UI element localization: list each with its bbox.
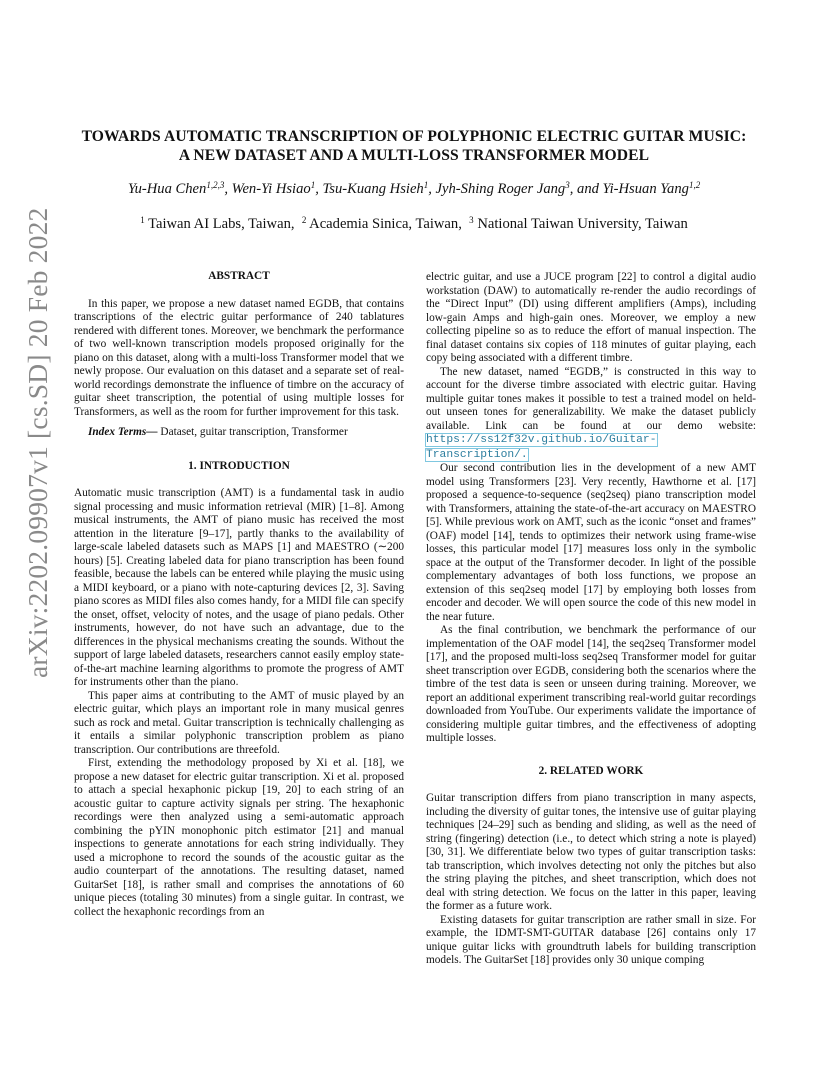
- body-paragraph: electric guitar, and use a JUCE program [22] to control a digital audio workstation (DAW) to automatically re-render the audio recordings of the “Direct Input” (DI) using different amplifiers (Amps), including low-gain Amps and high-gain ones. Moreover, we employ a new collecting pipeline so as to reduce the effort of manual inspection. The final dataset contains six copies of 118 minutes of guitar playing, each copy being associated with a different timbre.: [426, 271, 756, 364]
- paper-title: [60, 127, 768, 165]
- author: Yu-Hua Chen$^{1,2,3}$: [127, 180, 225, 197]
- intro-heading: 1. INTRODUCTION: [188, 459, 290, 472]
- body-paragraph: The new dataset, named “EGDB,” is constructed in this way to account for the diverse timbre associated with electric guitar. Having multiple guitar tones makes it possible to test a trained model on held-out unseen tones for generalizability. We make the dataset publicly available. Link can be found at our demo website: https://ss12f32v.github.io/Guitar-Transcription/.: [426, 365, 756, 461]
- title-line-1: TOWARDS AUTOMATIC TRANSCRIPTION OF POLYPHONIC ELECTRIC GUITAR MUSIC:: [81, 128, 747, 145]
- demo-website-link[interactable]: https://ss12f32v.github.io/Guitar-Transcription/.: [426, 434, 657, 461]
- intro-paragraph: This paper aims at contributing to the AMT of music played by an electric guitar, which plays an important role in many musical genres such as rock and metal. Guitar transcription is technically challenging as it entails a similar polyphonic transcription problem as piano transcription. Our contributions are threefold.: [74, 689, 404, 756]
- author: Jyh-Shing Roger Jang$^3$: [435, 180, 570, 197]
- author-list: Yu-Hua Chen$^{1,2,3}$, Wen-Yi Hsiao$^1$, Tsu-Kuang Hsieh$^1$, Jyh-Shing Roger Jang$^3$, and Yi-Hsuan Yang$^{1,2}$: [127, 180, 701, 197]
- abstract-heading: ABSTRACT: [208, 270, 270, 282]
- affiliation: $^2$ Academia Sinica, Taiwan,: [301, 215, 462, 232]
- body-paragraph: Our second contribution lies in the development of a new AMT model using Transformers [23]. Very recently, Hawthorne et al. [17] proposed a sequence-to-sequence (seq2seq) piano transcription model with Transformers, attaining the state-of-the-art accuracy on MAESTRO [5]. While previous work on AMT, such as the iconic “onset and frames” (OAF) model [14], tends to optimizes their network using frame-wise losses, this particular model [17] measures loss only in the symbolic space at the output of the Transformer decoder. In light of the possible complementary advantages of both loss functions, we propose an extension of this seq2seq model [17] by employing both losses from encoder and decoder. We will open source the code of this new model in the near future.: [426, 462, 756, 623]
- related-paragraph: Guitar transcription differs from piano transcription in many aspects, including the diversity of guitar tones, the intensive use of guitar playing techniques [24–29] such as bending and sliding, as well as the need of string (fingering) detection (i.e., to detect which string a note is played) [30, 31]. We differentiate below two types of guitar transcription tasks: tab transcription, which involves detecting not only the pitches but also the string playing the pitches, and sheet transcription, which does not deal with string detection. We focus on the latter in this paper, leaving the former as a future work.: [426, 792, 756, 912]
- affiliation-list: [60, 216, 768, 233]
- right-column: [426, 271, 756, 968]
- left-column: [74, 270, 404, 919]
- body-paragraph: As the final contribution, we benchmark the performance of our implementation of the OAF model [14], the seq2seq Transformer model [17], and the proposed multi-loss seq2seq Transformer model for guitar sheet transcription over EGDB, considering both the scenarios where the timbre of the test data is seen or unseen during training. Moreover, we report an additional experiment transcribing real-world guitar recordings downloaded from YouTube. Our experiments validate the importance of considering multiple guitar timbres, and the effectiveness of adopting multiple losses.: [426, 624, 756, 744]
- arxiv-stamp: arXiv:2202.09907v1 [cs.SD] 20 Feb 2022: [22, 207, 53, 678]
- related-paragraph: Existing datasets for guitar transcription are rather small in size. For example, the IDMT-SMT-GUITAR database [26] contains only 17 unique guitar licks with groundtruth labels for building transcription models. The GuitarSet [18] provides only 30 unique comping: [426, 913, 756, 966]
- author: and Yi-Hsuan Yang$^{1,2}$: [577, 180, 701, 197]
- title-line-2: A NEW DATASET AND A MULTI-LOSS TRANSFORMER MODEL: [178, 147, 650, 164]
- intro-paragraph: Automatic music transcription (AMT) is a fundamental task in audio signal processing and music information retrieval (MIR) [1–8]. Among musical instruments, the AMT of piano music has received the most attention in the literature [9–17], partly thanks to the availability of large-scale labeled datasets such as MAPS [1] and MAESTRO (∼200 hours) [5]. Creating labeled data for piano transcription has been found feasible, because the labels can be entered while playing the music using a MIDI keyboard, or a piano with note-capturing devices [2, 3]. Saving piano scores as MIDI files also comes handy, for a MIDI file can specify the onset, offset, velocity of notes, and the usage of piano pedals. Other instruments, however, do not have such an advantage, due to the differences in the physical mechanisms creating the sounds. Without the support of large labeled datasets, researchers cannot easily employ state-of-the-art machine learning algorithms to promote the progress of AMT for instruments other than the piano.: [74, 487, 404, 688]
- author: Wen-Yi Hsiao$^1$: [231, 180, 316, 197]
- index-terms: Index Terms— Dataset, guitar transcription, Transformer: [88, 426, 348, 438]
- related-work-heading: 2. RELATED WORK: [538, 764, 644, 777]
- author: Tsu-Kuang Hsieh$^1$: [322, 180, 429, 197]
- affiliation: $^3$ National Taiwan University, Taiwan: [469, 215, 688, 232]
- intro-paragraph: First, extending the methodology proposed by Xi et al. [18], we propose a new dataset for electric guitar transcription. Xi et al. proposed to attach a special hexaphonic pickup [19, 20] to each string of an acoustic guitar to capture activity signals per string. The hexaphonic recordings were then analyzed using a semi-automatic approach combining the pYIN monophonic pitch estimator [21] and manual inspections to generate annotations for each string individually. They used a microphone to record the sounds of the acoustic guitar as the audio counterpart of the annotations. The resulting dataset, named GuitarSet [18], is rather small and comprises the annotations of 60 unique pieces (totaling 30 minutes) from a single guitar. In contrast, we collect the hexaphonic recordings from an: [74, 757, 404, 918]
- abstract-text: In this paper, we propose a new dataset named EGDB, that contains transcriptions of the electric guitar performance of 240 tablatures rendered with different tones. Moreover, we benchmark the performance of two well-known transcription models proposed originally for the piano on this dataset, along with a multi-loss Transformer model that we newly propose. Our evaluation on this dataset and a separate set of real-world recordings demonstrate the influence of timbre on the accuracy of guitar sheet transcription, the potential of using multiple losses for Transformers, as well as the room for further improvement for this task.: [74, 297, 404, 418]
- affiliation: $^1$ Taiwan AI Labs, Taiwan,: [140, 215, 295, 232]
